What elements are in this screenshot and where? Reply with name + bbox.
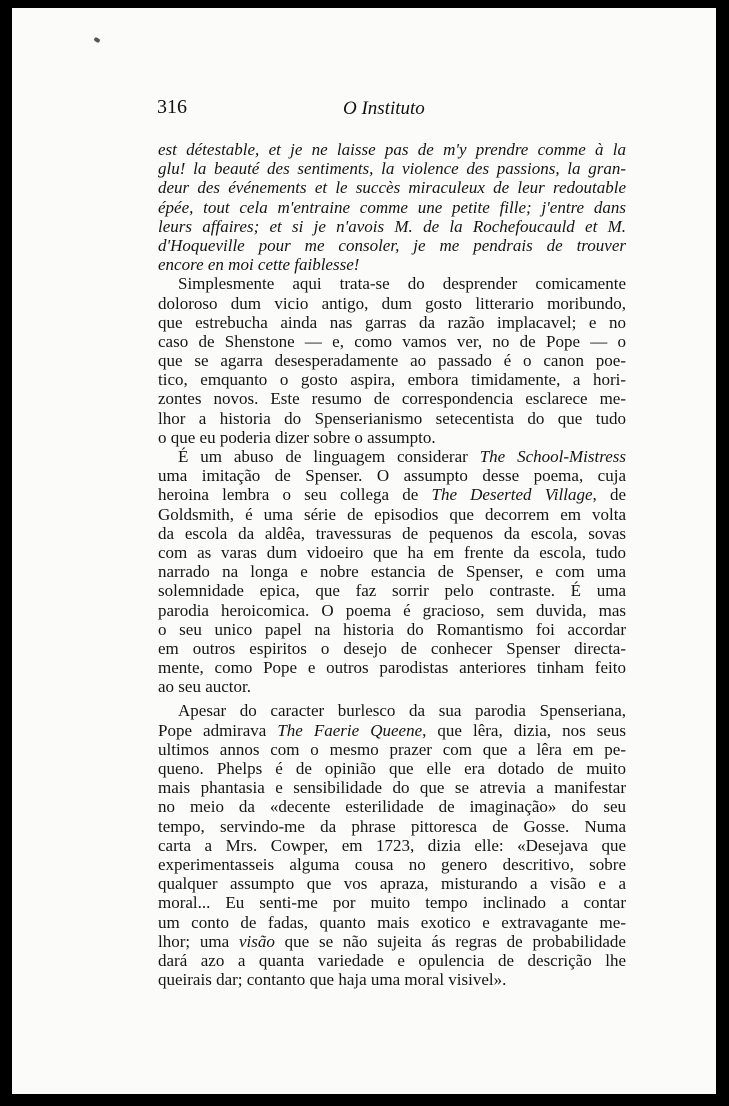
text-line: um conto de fadas, quanto mais exotico e extravagante me- bbox=[158, 912, 626, 932]
text-line: est détestable, et je ne laisse pas de m'y prendre comme à la bbox=[158, 140, 626, 159]
text-line: caso de Shenstone — e, como vamos ver, no de Pope — o bbox=[158, 331, 626, 351]
text-line: solemnidade epica, que faz sorrir pelo contraste. É uma bbox=[158, 581, 626, 601]
text-line: no meio da «decente esterilidade de imaginação» do seu bbox=[158, 797, 626, 817]
running-title: O Instituto bbox=[343, 98, 425, 119]
text-line: Apesar do caracter burlesco da sua parodia Spenseriana, bbox=[178, 701, 626, 721]
french-quotation bbox=[158, 140, 626, 274]
text-line: zontes novos. Este resumo de correspondencia esclarece me- bbox=[158, 389, 626, 409]
text-line: em outros espiritos o desejo de conhecer Spenser directa- bbox=[158, 638, 626, 658]
text-line: épée, tout cela m'entraine comme une petite fille; j'entre dans bbox=[158, 197, 626, 217]
text-line: heroina lembra o seu collega de The Deserted Village, de bbox=[158, 485, 626, 505]
text-line: mente, como Pope e outros parodistas anteriores tinham feito bbox=[158, 658, 626, 678]
text-line: mais phantasia e sensibilidade do que se atrevia a manifestar bbox=[158, 778, 626, 798]
text-line: experimentasseis alguma cousa no genero descritivo, sobre bbox=[158, 854, 626, 874]
text-line: qualquer assumpto que vos apraza, misturando a visão e a bbox=[158, 874, 626, 894]
text-line: leurs affaires; et si je n'avois M. de la Rochefoucauld et M. bbox=[158, 216, 626, 236]
text-line: carta a Mrs. Cowper, em 1723, dizia elle: «Desejava que bbox=[158, 835, 626, 855]
text-line: que se agarra desesperadamente ao passado é o canon poe- bbox=[158, 351, 626, 371]
text-line: glu! la beauté des sentiments, la violence des passions, la gran- bbox=[158, 159, 626, 179]
text-line: que estrebucha ainda nas garras da razão implacavel; e no bbox=[158, 312, 626, 332]
book-page bbox=[12, 8, 716, 1094]
text-line: moral... Eu senti-me por muito tempo inclinado a contar bbox=[158, 893, 626, 913]
text-line: com as varas dum vidoeiro que ha em frente da escola, tudo bbox=[158, 542, 626, 562]
text-line: É um abuso de linguagem considerar The School-Mistress bbox=[178, 447, 627, 466]
text-line: narrado na longa e nobre estancia de Spenser, e com uma bbox=[158, 562, 626, 582]
text-line: parodia heroicomica. O poema é gracioso, sem duvida, mas bbox=[158, 600, 626, 620]
print-speck bbox=[93, 37, 100, 43]
text-line: tico, emquanto o gosto aspira, embora timidamente, a hori- bbox=[158, 370, 626, 390]
text-line: encore en moi cette faiblesse! bbox=[158, 255, 360, 275]
text-line: ultimos annos com o mesmo prazer com que a lêra em pe- bbox=[158, 739, 626, 759]
text-line: dará azo a quanta variedade e opulencia de descrição lhe bbox=[158, 950, 626, 970]
text-line: tempo, servindo-me da phrase pittoresca de Gosse. Numa bbox=[158, 816, 626, 836]
text-line: deur des événements et le succès miraculeux de leur redoutable bbox=[158, 178, 626, 198]
text-line: lhor; uma visão que se não sujeita ás regras de probabilidade bbox=[158, 931, 626, 951]
text-line: Pope admirava The Faerie Queene, que lêra, dizia, nos seus bbox=[158, 720, 626, 740]
text-line: o que eu poderia dizer sobre o assumpto. bbox=[158, 427, 436, 447]
text-line: o seu unico papel na historia do Romantismo foi accordar bbox=[158, 619, 626, 639]
text-line: lhor a historia do Spenserianismo setecentista do que tudo bbox=[158, 408, 626, 428]
text-line: ao seu auctor. bbox=[158, 677, 251, 697]
text-line: queirais dar; contanto que haja uma moral visivel». bbox=[158, 970, 507, 990]
text-line: Goldsmith, é uma série de episodios que decorrem em volta bbox=[158, 504, 626, 524]
text-line: queno. Phelps é de opinião que elle era dotado de muito bbox=[158, 759, 626, 778]
page-header bbox=[157, 96, 617, 126]
body-text bbox=[158, 140, 626, 989]
page-number: 316 bbox=[157, 96, 187, 118]
text-line: d'Hoqueville pour me consoler, je me pendrais de trouver bbox=[158, 235, 626, 255]
text-line: da escola da aldêa, travessuras de pequenos da escola, sovas bbox=[158, 523, 626, 543]
paragraph-simplesmente bbox=[158, 274, 626, 447]
text-line: Simplesmente aqui trata-se do desprender comicamente bbox=[178, 274, 626, 294]
paragraph-school-mistress bbox=[158, 447, 626, 696]
text-line: uma imitação de Spenser. O assumpto desse poema, cuja bbox=[158, 466, 626, 486]
paragraph-apesar bbox=[158, 701, 626, 989]
text-line: doloroso dum vicio antigo, dum gosto litterario moribundo, bbox=[158, 293, 626, 313]
